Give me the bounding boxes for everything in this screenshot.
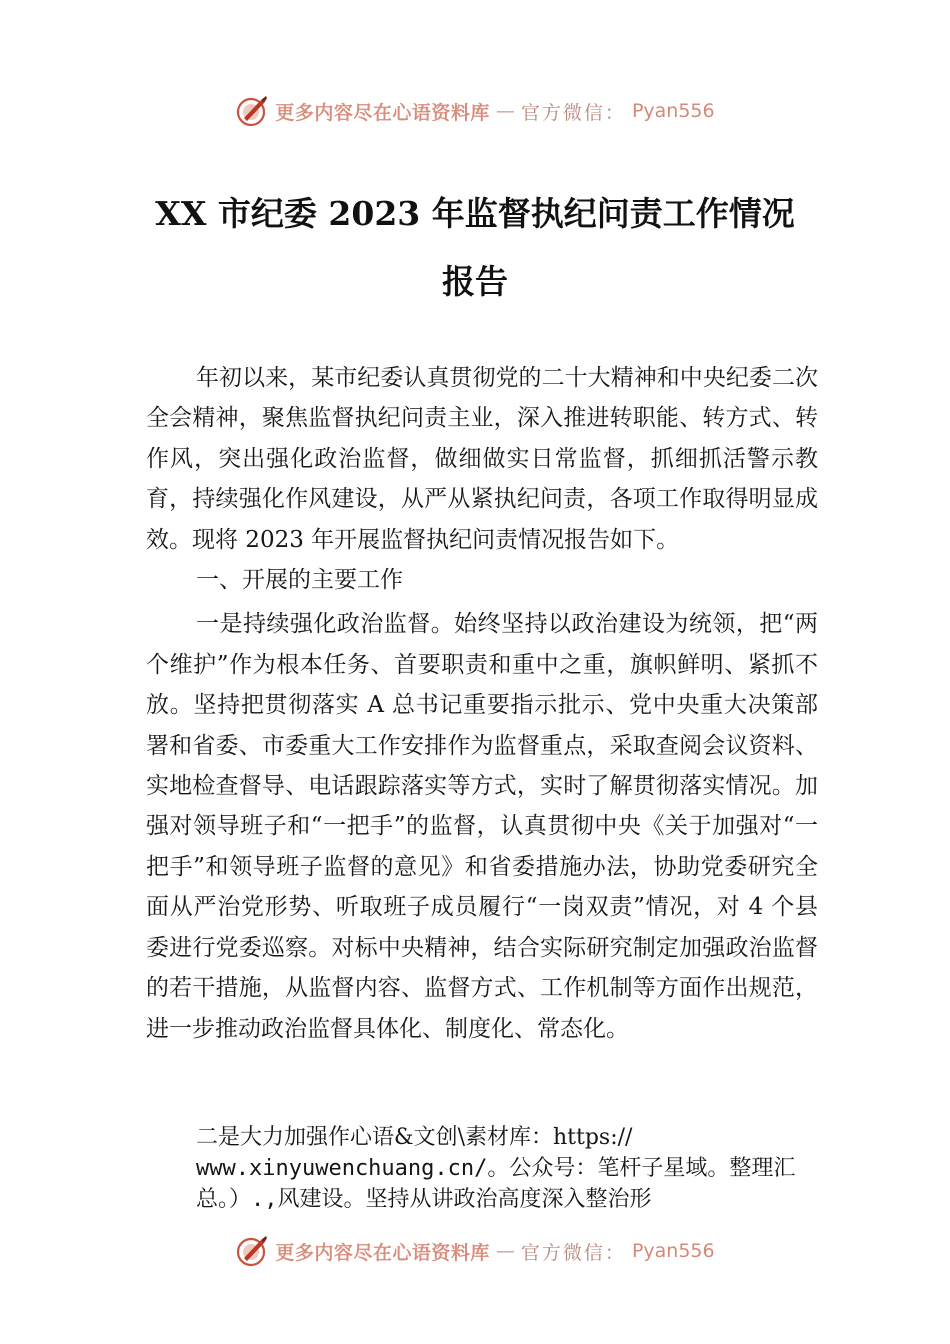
ad-line: 总。）.,风建设。坚持从讲政治高度深入整治形 bbox=[196, 1187, 652, 1212]
inserted-ad-text bbox=[196, 1122, 846, 1215]
header-watermark bbox=[0, 94, 950, 128]
document-body bbox=[146, 358, 818, 1049]
banner-prefix: 更多内容尽在心语资料库 bbox=[275, 1241, 490, 1264]
document-title-line2: 报告 bbox=[442, 262, 508, 301]
item-paragraph: 一是持续强化政治监督。始终坚持以政治建设为统领，把“两个维护”作为根本任务、首要职责和重中之重，旗帜鲜明、紧抓不放。坚持把贯彻落实 A 总书记重要指示批示、党中央重大决策部署和省委、市委重大工作安排作为监督重点，采取查阅会议资料、实地检查督导、电话跟踪落实等方式，实时了解贯彻落实情况。加强对领导班子和“一把手”的监督，认真贯彻中央《关于加强对“一把手”和领导班子监督的意见》和省委措施办法，协助党委研究全面从严治党形势、听取班子成员履行“一岗双责”情况，对 4 个县委进行党委巡察。对标中央精神，结合实际研究制定加强政治监督的若干措施，从监督内容、监督方式、工作机制等方面作出规范，进一步推动政治监督具体化、制度化、常态化。 bbox=[146, 611, 818, 1042]
ad-line: www.xinyuwenchuang.cn/。公众号：笔杆子星域。整理汇 bbox=[196, 1156, 796, 1181]
banner-account: Pyan556 bbox=[631, 1240, 715, 1262]
brush-logo-icon bbox=[235, 1234, 269, 1268]
document-title-line1: XX 市纪委 2023 年监督执纪问责工作情况 bbox=[155, 194, 795, 233]
banner-separator: — bbox=[495, 100, 515, 122]
section-heading: 一、开展的主要工作 bbox=[196, 567, 403, 594]
brush-logo-icon bbox=[235, 94, 269, 128]
intro-paragraph: 年初以来，某市纪委认真贯彻党的二十大精神和中央纪委二次全会精神，聚焦监督执纪问责主业，深入推进转职能、转方式、转作风，突出强化政治监督，做细做实日常监督，抓细抓活警示教育，持续强化作风建设，从严从紧执纪问责，各项工作取得明显成效。现将 2023 年开展监督执纪问责情况报告如下。 bbox=[146, 365, 818, 553]
banner-prefix: 更多内容尽在心语资料库 bbox=[275, 101, 490, 124]
banner-separator: — bbox=[495, 1240, 515, 1262]
footer-watermark bbox=[0, 1234, 950, 1268]
banner-account: Pyan556 bbox=[631, 100, 715, 122]
banner-middle: 官方微信： bbox=[520, 1241, 626, 1264]
banner-middle: 官方微信： bbox=[520, 101, 626, 124]
ad-line: 二是大力加强作心语&文创\素材库：https:// bbox=[196, 1125, 633, 1150]
